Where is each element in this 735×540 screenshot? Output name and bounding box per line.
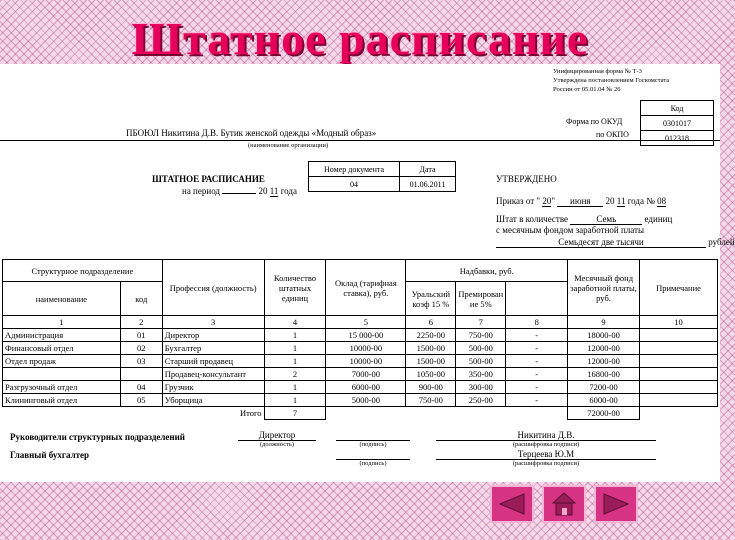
table-row [3, 329, 718, 342]
prem-cell: 350-00 [456, 368, 506, 381]
fund-line [496, 237, 735, 248]
head-decode-caption: (расшифровка подписи) [512, 441, 580, 448]
code-cell: 04 [120, 381, 162, 394]
fund-cell: 16800-00 [568, 368, 640, 381]
header-dept: Структурное подразделение [3, 260, 163, 282]
slide-navigation [490, 483, 638, 525]
count-cell: 1 [264, 381, 326, 394]
header-dept-name: наименование [3, 282, 121, 316]
note-cell [640, 342, 718, 355]
table-row [3, 394, 718, 407]
prem-cell: 750-00 [456, 329, 506, 342]
position-cell: Продавец-консультант [162, 368, 264, 381]
dept-cell: Клининговый отдел [3, 394, 121, 407]
okud-code: 0301017 [641, 116, 714, 131]
position-cell: Директор [162, 329, 264, 342]
period-year-word: года [280, 186, 297, 196]
code-cell [120, 368, 162, 381]
fund-unit: рублей [708, 237, 735, 247]
head-name: Никитина Д.В. [436, 430, 656, 441]
arrow-left-icon [498, 493, 526, 515]
header-ural: Уральский коэф 15 % [406, 282, 456, 316]
dept-cell: Финансовый отдел [3, 342, 121, 355]
header-salary: Оклад (тарифная ставка), руб. [326, 260, 406, 316]
position-caption: (должность) [259, 441, 295, 448]
order-month: июня [557, 196, 603, 207]
table-row [3, 342, 718, 355]
salary-cell: 10000-00 [326, 355, 406, 368]
column-numbers-row [3, 316, 718, 329]
prem-cell: 300-00 [456, 381, 506, 394]
slide-title: Штатное расписание [131, 13, 589, 64]
count-cell: 2 [264, 368, 326, 381]
accountant-name: Терцеева Ю.М [436, 449, 656, 460]
organization-caption: (наименование организации) [248, 142, 329, 149]
staff-label: Штат в количестве [496, 214, 569, 224]
col-num: 10 [640, 316, 718, 329]
code-cell: 02 [120, 342, 162, 355]
accountant-decode-caption: (расшифровка подписи) [512, 460, 580, 467]
header-extra [506, 282, 568, 316]
ural-cell: 1500-00 [406, 355, 456, 368]
table-row [3, 368, 718, 381]
order-num: 08 [657, 196, 667, 206]
ural-cell: 900-00 [406, 381, 456, 394]
back-button[interactable] [490, 485, 534, 523]
total-empty [640, 407, 718, 420]
header-bonus: Надбавки, руб. [406, 260, 568, 282]
head-sign-caption: (подпись) [359, 441, 387, 448]
dept-cell: Отдел продаж [3, 355, 121, 368]
fund-cell: 12000-00 [568, 342, 640, 355]
prem-cell: 500-00 [456, 355, 506, 368]
salary-cell: 5000-00 [326, 394, 406, 407]
count-cell: 1 [264, 394, 326, 407]
order-num-label: года № [627, 196, 655, 206]
ural-cell: 2250-00 [406, 329, 456, 342]
extra-cell: - [506, 355, 568, 368]
period-year-suffix: 11 [269, 186, 279, 196]
count-cell: 1 [264, 329, 326, 342]
order-day: 20 [542, 196, 552, 206]
date-value: 01.06.2011 [400, 177, 456, 192]
date-label: Дата [400, 162, 456, 177]
code-cell: 05 [120, 394, 162, 407]
arrow-right-icon [602, 493, 630, 515]
period-label: на период [182, 186, 221, 196]
approved-label: УТВЕРЖДЕНО [496, 174, 557, 184]
extra-cell: - [506, 329, 568, 342]
docnum-value: 04 [309, 177, 400, 192]
header-note: Примечание [640, 260, 718, 316]
total-count: 7 [264, 407, 326, 420]
heads-label: Руководители структурных подразделений [10, 432, 185, 442]
doc-number-table [308, 161, 456, 192]
accountant-label: Главный бухгалтер [10, 450, 90, 460]
dept-cell: Администрация [3, 329, 121, 342]
col-num: 6 [406, 316, 456, 329]
header-count: Количество штатных единиц [264, 260, 326, 316]
salary-cell: 7000-00 [326, 368, 406, 381]
col-num: 7 [456, 316, 506, 329]
head-position: Директор [238, 430, 316, 441]
note-cell [640, 355, 718, 368]
total-label: Итого [3, 407, 265, 420]
ural-cell: 750-00 [406, 394, 456, 407]
extra-cell: - [506, 368, 568, 381]
okud-label: Форма по ОКУД [566, 117, 623, 126]
count-cell: 1 [264, 355, 326, 368]
col-num: 3 [162, 316, 264, 329]
home-icon [551, 491, 577, 517]
period-year-prefix: 20 [258, 186, 268, 196]
header-prem: Премирован ие 5% [456, 282, 506, 316]
header-fund: Месячный фонд заработной платы, руб. [568, 260, 640, 316]
forward-button[interactable] [594, 485, 638, 523]
accountant-sign-caption: (подпись) [359, 460, 387, 467]
fund-cell: 18000-00 [568, 329, 640, 342]
position-cell: Старший продавец [162, 355, 264, 368]
ural-cell: 1050-00 [406, 368, 456, 381]
order-label: Приказ от " [496, 196, 541, 206]
col-num: 1 [3, 316, 121, 329]
code-cell: 01 [120, 329, 162, 342]
header-position: Профессия (должность) [162, 260, 264, 316]
ural-cell: 1500-00 [406, 342, 456, 355]
code-cell: 03 [120, 355, 162, 368]
order-line: Приказ от " 20" июня 20 11 года № 08 [496, 196, 667, 206]
col-num: 9 [568, 316, 640, 329]
position-cell: Бухгалтер [162, 342, 264, 355]
fund-value: Семьдесят две тысячи [496, 237, 706, 248]
fund-cell: 6000-00 [568, 394, 640, 407]
col-num: 2 [120, 316, 162, 329]
note-cell [640, 329, 718, 342]
order-year-suffix: 11 [616, 196, 626, 206]
note-cell [640, 368, 718, 381]
form-line-1: Унифицированная форма № Т-3 [553, 68, 642, 75]
salary-cell: 6000-00 [326, 381, 406, 394]
dept-cell [3, 368, 121, 381]
count-cell: 1 [264, 342, 326, 355]
col-num: 4 [264, 316, 326, 329]
header-dept-code: код [120, 282, 162, 316]
total-fund: 72000-00 [568, 407, 640, 420]
salary-cell: 10000-00 [326, 342, 406, 355]
prem-cell: 500-00 [456, 342, 506, 355]
staffing-table [2, 259, 718, 420]
document-page [0, 64, 735, 482]
position-cell: Уборщица [162, 394, 264, 407]
staff-count: Семь [570, 214, 642, 225]
period-line [182, 186, 297, 196]
code-header: Код [641, 101, 714, 116]
total-row [3, 407, 718, 420]
staff-unit: единиц [644, 214, 673, 224]
form-line-2: Утверждена постановлением Госкомстата [553, 77, 670, 84]
position-cell: Грузчик [162, 381, 264, 394]
extra-cell: - [506, 381, 568, 394]
prem-cell: 250-00 [456, 394, 506, 407]
note-cell [640, 381, 718, 394]
period-blank [222, 193, 256, 194]
extra-cell: - [506, 394, 568, 407]
salary-cell: 15 000-00 [326, 329, 406, 342]
organization-name: ПБОЮЛ Никитина Д.В. Бутик женской одежды «Модный образ» [126, 128, 377, 138]
table-row [3, 355, 718, 368]
form-line-3: России от 05.01.04 № 26 [553, 86, 621, 93]
okpo-label: по ОКПО [596, 130, 629, 139]
org-underline [0, 140, 720, 141]
col-num: 8 [506, 316, 568, 329]
home-button[interactable] [542, 485, 586, 523]
staff-line [496, 214, 672, 225]
fund-cell: 12000-00 [568, 355, 640, 368]
docnum-label: Номер документа [309, 162, 400, 177]
note-cell [640, 394, 718, 407]
fund-label: с месячным фондом заработной платы [496, 225, 644, 235]
order-year-prefix: 20 [605, 196, 615, 206]
table-row [3, 381, 718, 394]
dept-cell: Разгрузочный отдел [3, 381, 121, 394]
okpo-code: 012318 [641, 131, 714, 146]
fund-cell: 7200-00 [568, 381, 640, 394]
extra-cell: - [506, 342, 568, 355]
total-spacer [326, 407, 568, 420]
doc-title: ШТАТНОЕ РАСПИСАНИЕ [152, 174, 265, 184]
col-num: 5 [326, 316, 406, 329]
